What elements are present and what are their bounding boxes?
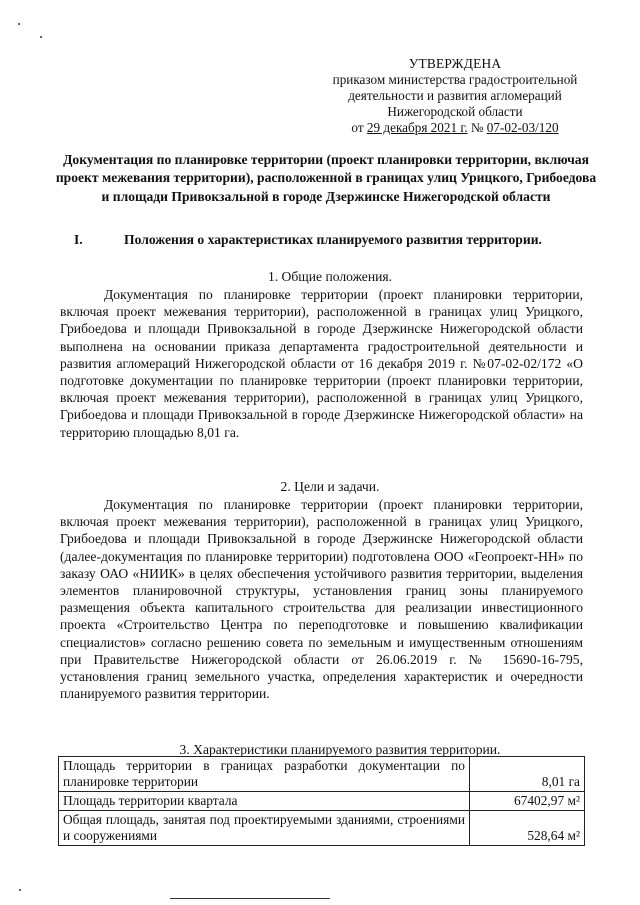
approval-line-3: Нижегородской области (387, 104, 523, 119)
table-cell-value: 8,01 га (470, 757, 585, 792)
number-prefix: № (470, 120, 484, 135)
approval-line-2: деятельности и развития агломераций (348, 88, 562, 103)
subsection-1-text: Документация по планировке территории (проект планировки территории, включая проект межевания территории), расположенной в границах улиц Урицкого, Грибоедова и площади Привокзальной в городе Дзержинске Нижегородской области выполнена на основании приказа департамента градостроительной деятельности и развития агломераций Нижегородской области от 16 декабря 2019 г. №07-02-02/172 «О подготовке документации по планировке территории (проект планировки территории, включая проект межевания территории), расположенной в границах улиц Урицкого, Грибоедова и площади Привокзальной в городе Дзержинске Нижегородской области» на территорию площадью 8,01 га. (60, 287, 583, 440)
approval-title: УТВЕРЖДЕНА (408, 56, 502, 71)
table-title: 3. Характеристики планируемого развития территории. (179, 742, 501, 757)
table-cell-value: 528,64 м² (470, 811, 585, 846)
characteristics-table (58, 756, 585, 846)
date-prefix: от (351, 120, 364, 135)
approval-block (300, 56, 610, 136)
approval-date: 29 декабря 2021 г. (366, 120, 468, 135)
table-row (59, 792, 585, 811)
table-row (59, 811, 585, 846)
approval-date-line (300, 120, 610, 136)
document-title: Документация по планировке территории (проект планировки территории, включая проект межевания территории), расположенной в границах улиц Урицкого, Грибоедова и площади Привокзальной в городе Дзержинске Нижегородской области (55, 152, 597, 204)
subsection-1-title: 1. Общие положения. (267, 269, 393, 284)
footnote-rule (170, 898, 330, 899)
scan-speck (40, 36, 42, 38)
table-cell-name: Общая площадь, занятая под проектируемыми зданиями, строениями и сооружениями (59, 811, 470, 846)
table-cell-name: Площадь территории в границах разработки документации по планировке территории (59, 757, 470, 792)
table-cell-value: 67402,97 м² (470, 792, 585, 811)
section-number: I. (74, 232, 83, 247)
table-cell-name: Площадь территории квартала (59, 792, 470, 811)
scan-speck (18, 23, 20, 25)
section-title: Положения о характеристиках планируемого развития территории. (124, 232, 542, 247)
subsection-2-text: Документация по планировке территории (проект планировки территории, включая проект межевания территории), расположенной в границах улиц Урицкого, Грибоедова и площади Привокзальной в городе Дзержинске Нижегородской области (далее-документация по планировке территории) подготовлена ООО «Геопроект-НН» по заказу ОАО «НИИК» в целях обеспечения устойчивого развития территории, выделения элементов планировочной структуры, установления границ зоны планируемого размещения объекта капитального строительства для реализации инвестиционного проекта «Строительство Центра по переподготовке и повышению квалификации специалистов» согласно решению совета по земельным и имущественным отношениям при Правительстве Нижегородской области от 26.06.2019 г. № 15690-16-795, установления границ земельного участка, определения характеристик и очередности планируемого развития территории. (60, 497, 583, 702)
table-row (59, 757, 585, 792)
approval-line-1: приказом министерства градостроительной (332, 72, 578, 87)
approval-number: 07-02-03/120 (486, 120, 559, 135)
subsection-2-title: 2. Цели и задачи. (280, 479, 380, 494)
scan-speck (19, 889, 21, 891)
